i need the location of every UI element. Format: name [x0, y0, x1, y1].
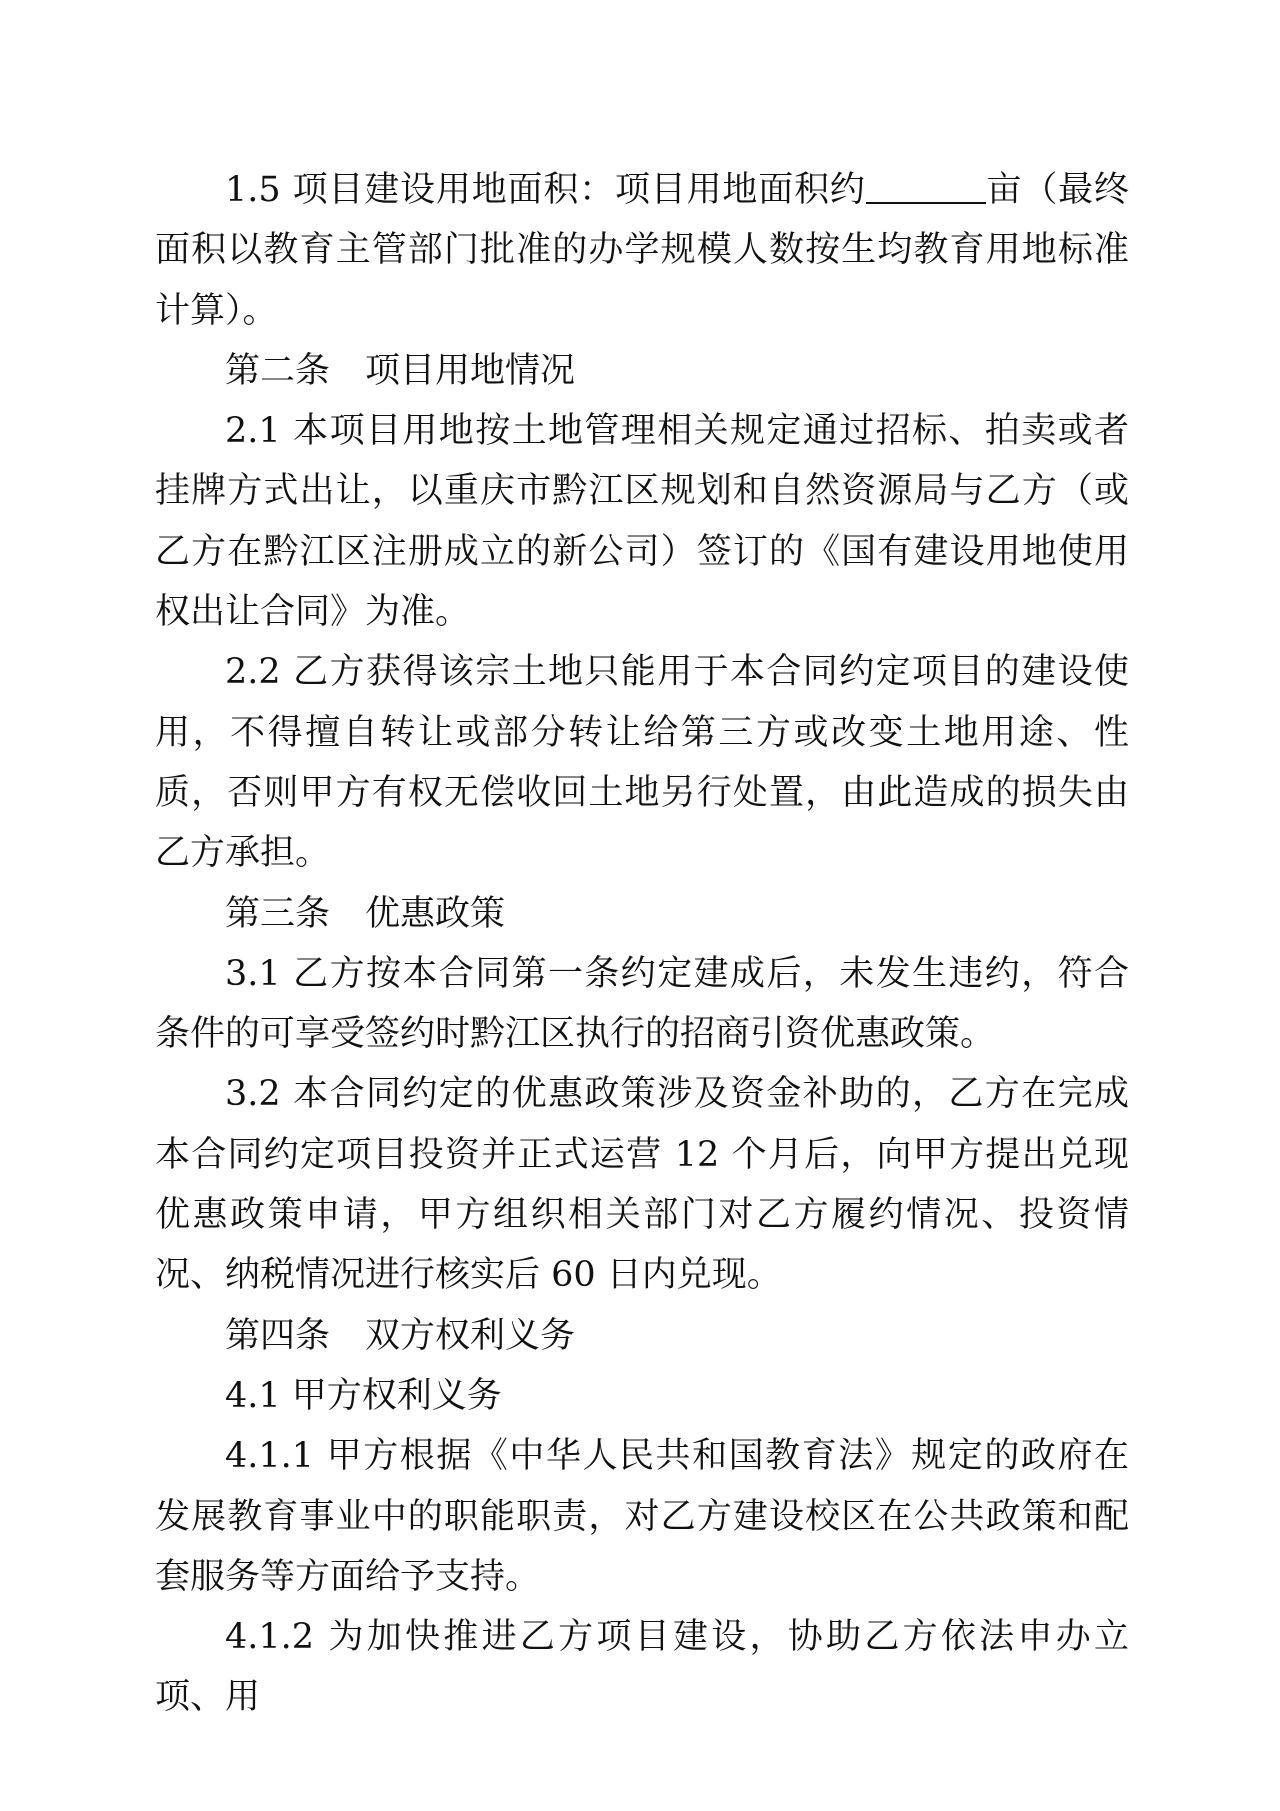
article-4-heading	[155, 1306, 1129, 1366]
article-4-number: 第四条	[225, 1315, 331, 1356]
article-2-title: 项目用地情况	[365, 350, 576, 391]
paragraph-3-2: 3.2 本合同约定的优惠政策涉及资金补助的，乙方在完成本合同约定项目投资并正式运营 12 个月后，向甲方提出兑现优惠政策申请，甲方组织相关部门对乙方履约情况、投资情况、纳税情况进行核实后 60 日内兑现。	[155, 1074, 1129, 1296]
article-2-number: 第二条	[225, 350, 331, 391]
paragraph-4-1-1: 4.1.1 甲方根据《中华人民共和国教育法》规定的政府在发展教育事业中的职能职责，对乙方建设校区在公共政策和配套服务等方面给予支持。	[155, 1436, 1129, 1597]
paragraph-4-1: 4.1 甲方权利义务	[225, 1375, 502, 1416]
article-2-heading	[155, 341, 1129, 401]
paragraph-1-5	[155, 160, 1129, 341]
paragraph-1-5-text-after-blank: 亩（最终面积以教育主管部门批准的办学规模人数按生均教育用地标准计算）。	[155, 170, 1129, 331]
article-3-title: 优惠政策	[365, 893, 506, 934]
paragraph-4-1-2: 4.1.2 为加快推进乙方项目建设，协助乙方依法申办立项、用	[155, 1617, 1129, 1718]
paragraph-1-5-text-before-blank: 1.5 项目建设用地面积：项目用地面积约	[225, 170, 866, 210]
document-page	[155, 160, 1129, 1728]
area-blank-line	[866, 172, 986, 204]
article-3-heading	[155, 884, 1129, 944]
article-3-number: 第三条	[225, 893, 331, 934]
article-4-title: 双方权利义务	[365, 1315, 576, 1356]
paragraph-2-2: 2.2 乙方获得该宗土地只能用于本合同约定项目的建设使用，不得擅自转让或部分转让给第三方或改变土地用途、性质，否则甲方有权无偿收回土地另行处置，由此造成的损失由乙方承担。	[155, 652, 1129, 874]
paragraph-2-1: 2.1 本项目用地按土地管理相关规定通过招标、拍卖或者挂牌方式出让，以重庆市黔江区规划和自然资源局与乙方（或乙方在黔江区注册成立的新公司）签订的《国有建设用地使用权出让合同》为准。	[155, 411, 1129, 633]
paragraph-3-1: 3.1 乙方按本合同第一条约定建成后，未发生违约，符合条件的可享受签约时黔江区执行的招商引资优惠政策。	[155, 953, 1129, 1055]
